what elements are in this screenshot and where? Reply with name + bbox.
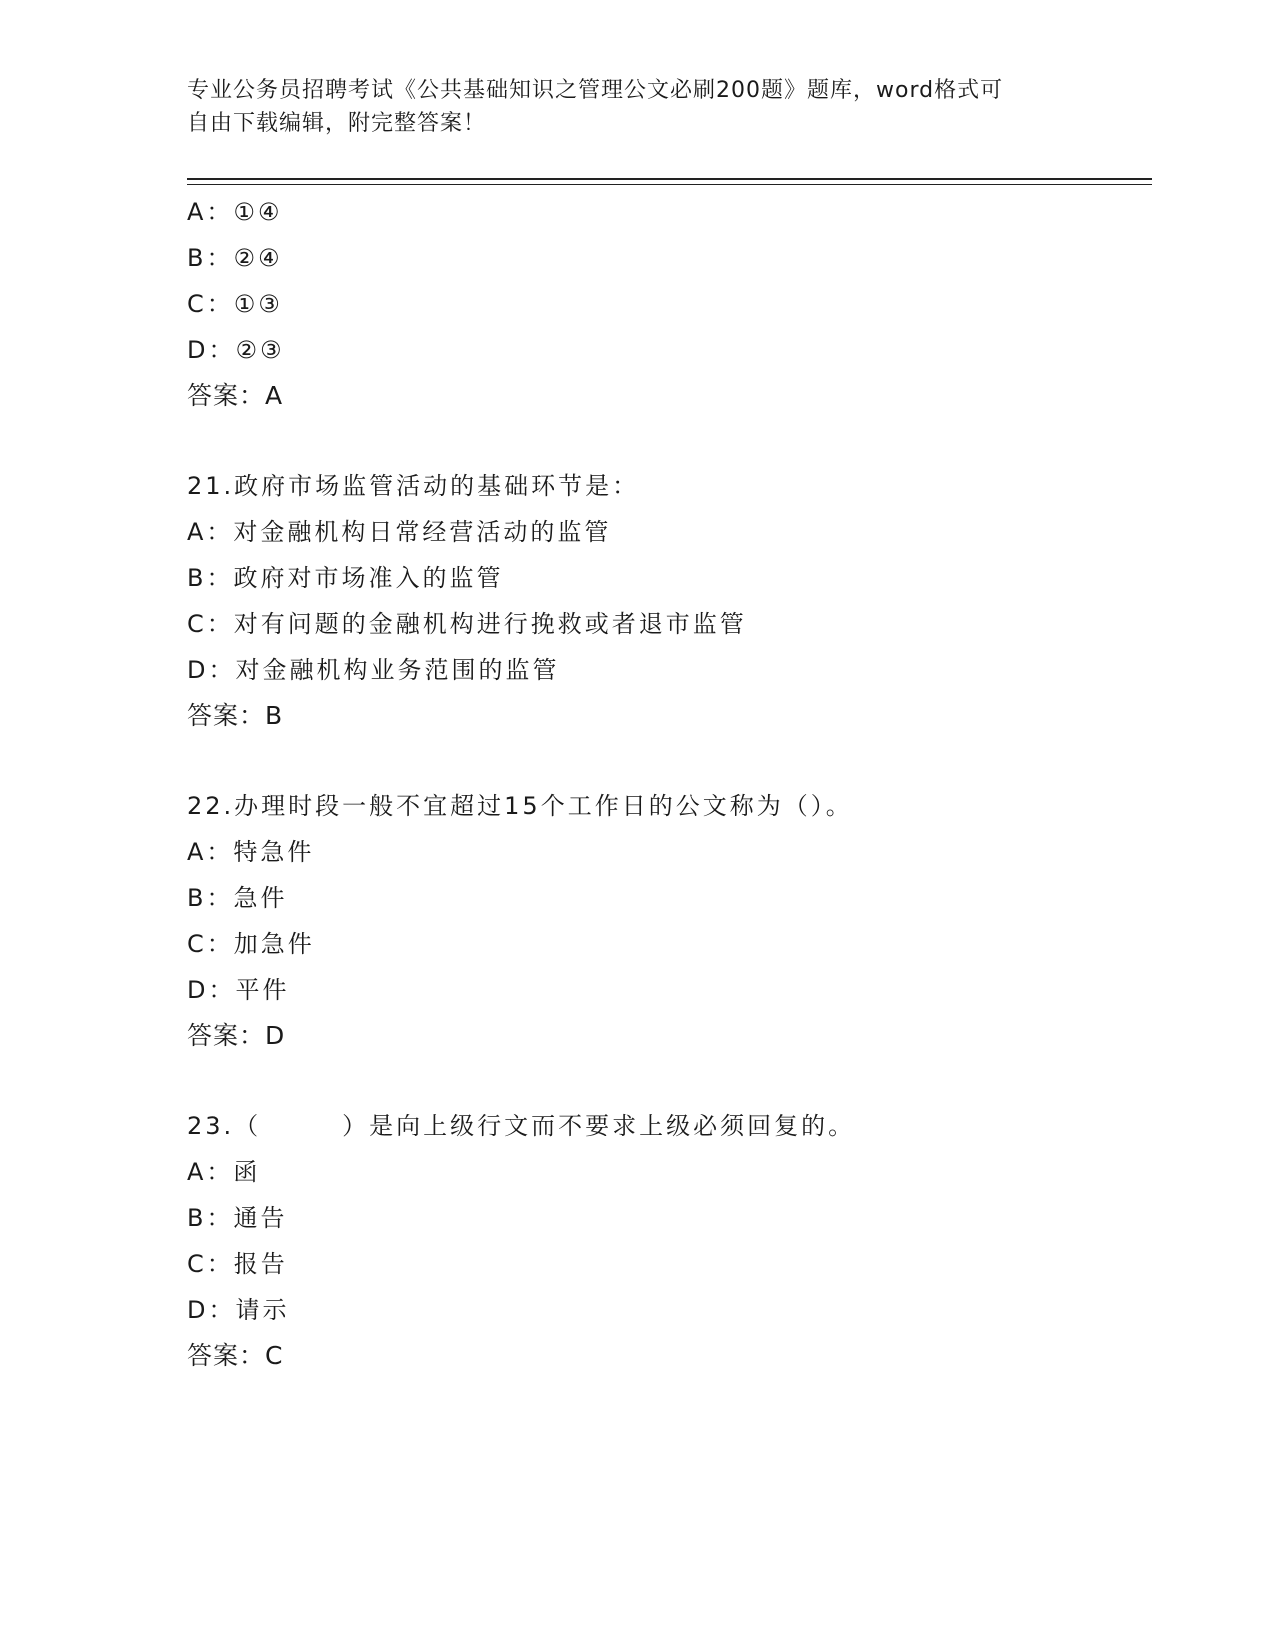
option-c: C：对有问题的金融机构进行挽救或者退市监管 <box>187 610 747 638</box>
option-c: C：①③ <box>187 290 283 318</box>
header-divider-thick <box>187 178 1152 180</box>
header-line-1: 专业公务员招聘考试《公共基础知识之管理公文必刷200题》题库，word格式可 <box>187 78 1004 103</box>
question-block-23 <box>187 1103 1147 1379</box>
header-line-2: 自由下载编辑，附完整答案！ <box>187 111 487 136</box>
question-block-22 <box>187 783 1147 1059</box>
question-block-20 <box>187 189 1147 419</box>
spacer <box>187 419 1147 463</box>
option-a: A：①④ <box>187 198 283 226</box>
answer-line: 答案：B <box>187 701 284 730</box>
question-text: 23.（ ）是向上级行文而不要求上级必须回复的。 <box>187 1112 856 1140</box>
option-b: B：通告 <box>187 1204 288 1232</box>
option-d: D：对金融机构业务范围的监管 <box>187 656 560 684</box>
answer-line: 答案：C <box>187 1341 284 1370</box>
option-a: A：特急件 <box>187 838 315 866</box>
answer-line: 答案：D <box>187 1021 286 1050</box>
question-text: 21.政府市场监管活动的基础环节是： <box>187 472 640 500</box>
question-list <box>187 189 1147 1379</box>
option-a: A：对金融机构日常经营活动的监管 <box>187 518 612 546</box>
option-c: C：加急件 <box>187 930 315 958</box>
option-d: D：请示 <box>187 1296 290 1324</box>
option-b: B：急件 <box>187 884 288 912</box>
answer-line: 答案：A <box>187 381 284 410</box>
option-a: A：函 <box>187 1158 261 1186</box>
question-block-21 <box>187 463 1147 739</box>
spacer <box>187 739 1147 783</box>
option-d: D：②③ <box>187 336 285 364</box>
option-b: B：②④ <box>187 244 283 272</box>
header-divider-thin <box>187 184 1152 185</box>
option-b: B：政府对市场准入的监管 <box>187 564 504 592</box>
option-c: C：报告 <box>187 1250 288 1278</box>
spacer <box>187 1059 1147 1103</box>
document-header <box>187 74 1067 140</box>
question-text: 22.办理时段一般不宜超过15个工作日的公文称为（）。 <box>187 792 853 820</box>
option-d: D：平件 <box>187 976 290 1004</box>
